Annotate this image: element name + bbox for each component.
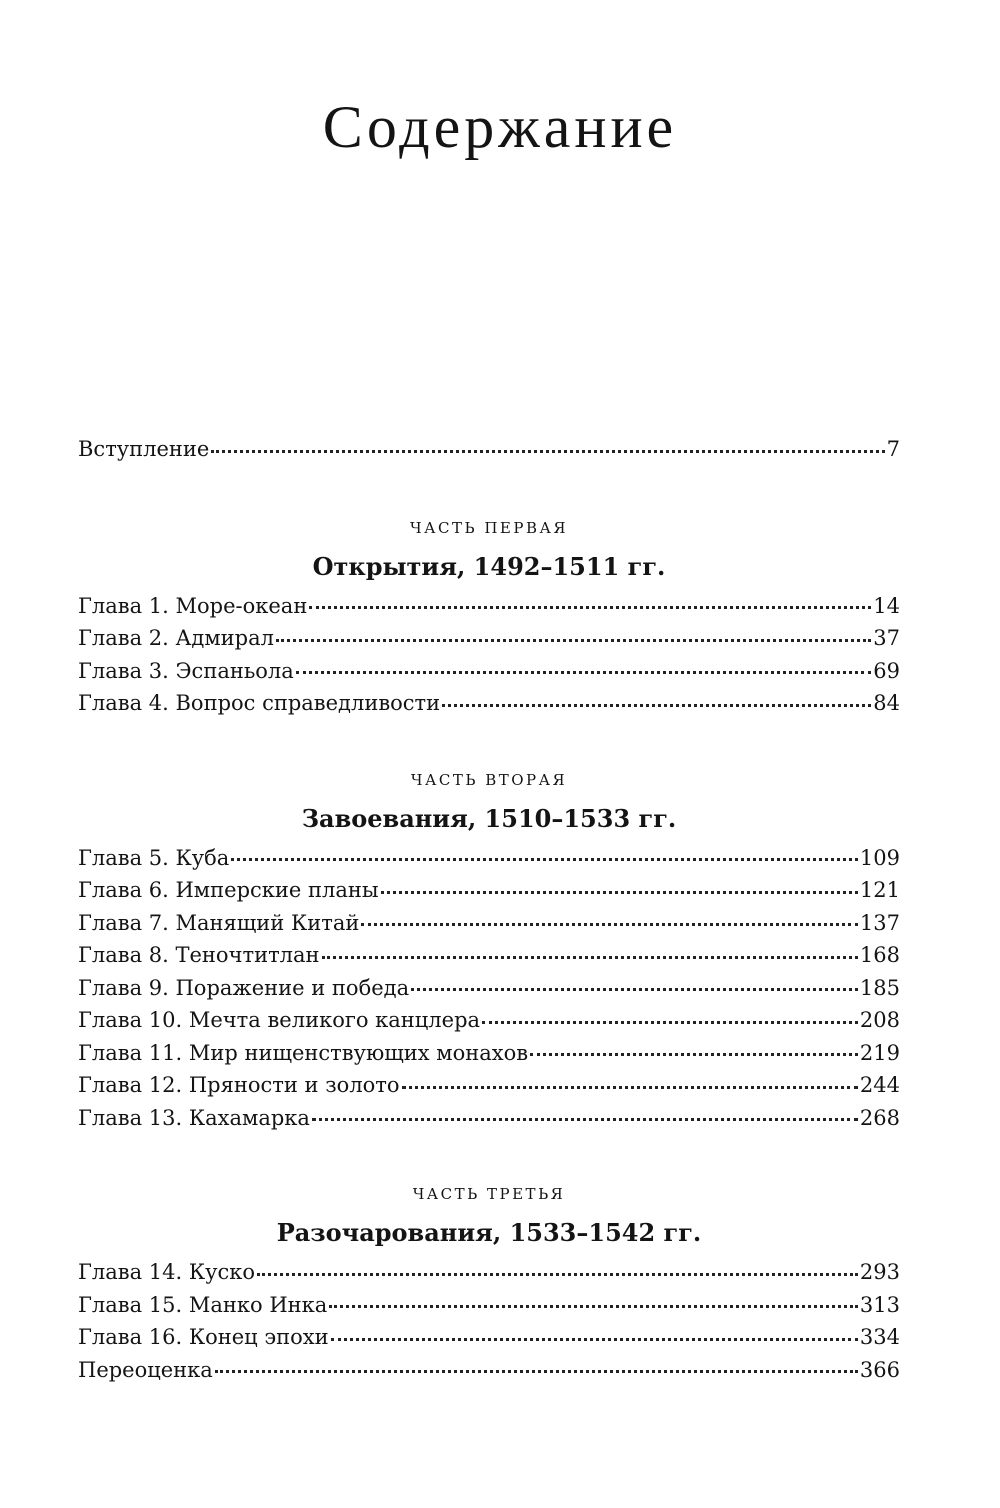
toc-entry[interactable] <box>78 622 900 655</box>
entry-label: Глава 13. Кахамарка <box>78 1105 310 1130</box>
entry-page: 313 <box>859 1292 900 1317</box>
entry-label: Глава 15. Манко Инка <box>78 1292 328 1317</box>
dot-leader <box>296 667 871 674</box>
toc-entry[interactable] <box>78 655 900 688</box>
part-heading-2 <box>78 768 900 836</box>
toc-entry[interactable] <box>78 1102 900 1135</box>
toc-entry[interactable] <box>78 939 900 972</box>
entry-page: 219 <box>859 1040 900 1065</box>
entry-label: Глава 7. Манящий Китай <box>78 910 360 935</box>
dot-leader <box>257 1269 858 1276</box>
dot-leader <box>442 700 871 707</box>
entry-page: 185 <box>859 975 900 1000</box>
entry-label: Глава 5. Куба <box>78 845 230 870</box>
entry-label: Глава 8. Теночтитлан <box>78 943 320 967</box>
entry-label: Глава 14. Куско <box>78 1260 255 1284</box>
entry-page: 109 <box>859 845 900 870</box>
dot-leader <box>402 1082 858 1089</box>
table-of-contents <box>78 433 900 1386</box>
entry-page: 168 <box>859 943 900 967</box>
entry-label: Глава 1. Море-океан <box>78 593 308 618</box>
entry-page: 366 <box>859 1357 900 1382</box>
part-heading-3 <box>78 1182 900 1250</box>
entry-page: 334 <box>859 1325 900 1349</box>
toc-entry[interactable] <box>78 590 900 623</box>
toc-entry[interactable] <box>78 1321 900 1354</box>
entry-page: 121 <box>859 878 900 902</box>
toc-entry[interactable] <box>78 1069 900 1102</box>
toc-entry[interactable] <box>78 687 900 720</box>
entry-page: 7 <box>886 437 900 461</box>
toc-entry[interactable] <box>78 1289 900 1322</box>
entry-label: Глава 3. Эспаньола <box>78 658 294 683</box>
entry-label: Глава 4. Вопрос справедливости <box>78 691 441 715</box>
entry-page: 14 <box>873 593 900 618</box>
entry-label: Глава 16. Конец эпохи <box>78 1325 329 1349</box>
toc-entry[interactable] <box>78 1256 900 1289</box>
entry-page: 268 <box>859 1105 900 1130</box>
dot-leader <box>482 1017 858 1024</box>
entry-page: 137 <box>859 910 900 935</box>
part-heading-1 <box>78 516 900 584</box>
entry-label: Глава 2. Адмирал <box>78 626 274 650</box>
entry-page: 69 <box>873 658 900 683</box>
toc-entry[interactable] <box>78 874 900 907</box>
page-title: Содержание <box>322 94 678 160</box>
entry-label: Глава 11. Мир нищенствующих монахов <box>78 1040 529 1065</box>
dot-leader <box>309 602 871 609</box>
toc-entry[interactable] <box>78 972 900 1005</box>
dot-leader <box>361 919 858 926</box>
toc-entry[interactable] <box>78 907 900 940</box>
entry-page: 84 <box>873 691 900 715</box>
toc-entry-intro[interactable] <box>78 433 900 466</box>
dot-leader <box>312 1114 858 1121</box>
dot-leader <box>331 1334 858 1341</box>
toc-entry[interactable] <box>78 1004 900 1037</box>
entry-label: Вступление <box>78 437 210 461</box>
dot-leader <box>381 887 858 894</box>
toc-entry[interactable] <box>78 842 900 875</box>
part-label: ЧАСТЬ ТРЕТЬЯ <box>412 1185 566 1203</box>
entry-page: 37 <box>873 626 900 650</box>
dot-leader <box>215 1366 858 1373</box>
toc-entry[interactable] <box>78 1354 900 1387</box>
entry-page: 293 <box>859 1260 900 1284</box>
dot-leader <box>329 1301 858 1308</box>
part-label: ЧАСТЬ ВТОРАЯ <box>410 770 568 789</box>
entry-label: Глава 10. Мечта великого канцлера <box>78 1008 481 1032</box>
part-label: ЧАСТЬ ПЕРВАЯ <box>410 518 568 537</box>
dot-leader <box>211 446 884 453</box>
dot-leader <box>276 635 871 642</box>
entry-label: Переоценка <box>78 1357 213 1382</box>
dot-leader <box>411 984 858 991</box>
dot-leader <box>322 952 858 959</box>
dot-leader <box>231 854 858 861</box>
toc-entry[interactable] <box>78 1037 900 1070</box>
entry-label: Глава 12. Пряности и золото <box>78 1073 400 1097</box>
part-title: Разочарования, 1533–1542 гг. <box>276 1218 702 1247</box>
part-title: Завоевания, 1510–1533 гг. <box>301 803 677 833</box>
entry-page: 244 <box>859 1073 900 1097</box>
entry-label: Глава 6. Имперские планы <box>78 878 379 902</box>
part-title: Открытия, 1492–1511 гг. <box>312 551 666 581</box>
entry-page: 208 <box>859 1008 900 1032</box>
dot-leader <box>530 1049 858 1056</box>
entry-label: Глава 9. Поражение и победа <box>78 975 410 1000</box>
